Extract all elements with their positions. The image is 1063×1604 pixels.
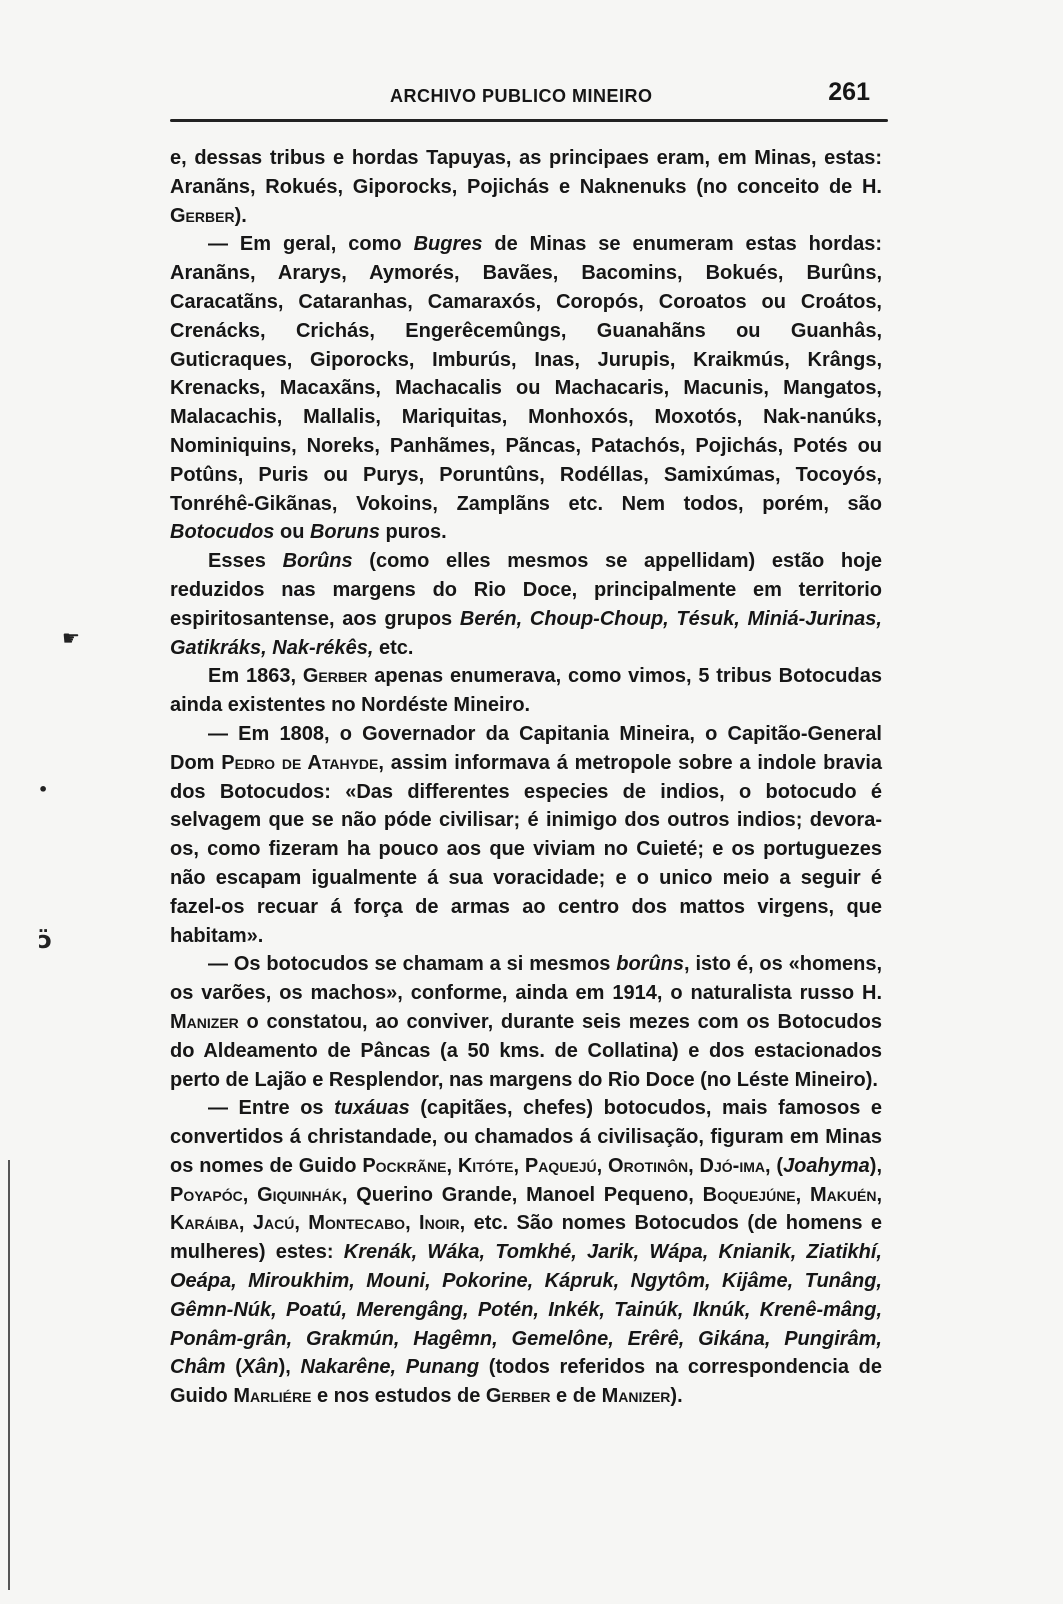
author-name: Manizer (601, 1385, 671, 1408)
person-name: Pedro de Atahyde (221, 751, 379, 774)
page-number: 261 (828, 78, 870, 106)
author-name: Gerber (302, 665, 368, 688)
botocudo-names: Krenák, Wáka, Tomkhé, Jarik, Wápa, Knianik, Ziatikhí, Oeápa, Miroukhim, Mouni, Pokorine, Kápruk, Ngytôm, Kijâme, Tunâng, Gêmn-Núk, Poatú, Merengâng, Potén, Inkék, Tainúk, Iknúk, Krenê-mâng, Ponâm-grân, Grakmún, Hagêmn, Gemelône, Erêrê, Gikána, Pungirâm, Châm (170, 1241, 882, 1379)
paragraph-5: — Em 1808, o Governador da Capitania Mineira, o Capitão-General Dom Pedro de Atahyde, assim informava á metropole sobre a indole bravia dos Botocudos: «Das differentes especies de indios, o botocudo é selvagem que se não póde civilisar; é inimigo dos outros indios; devora-os, como fizeram ha pouco aos que viviam no Cuieté; e os portuguezes não escapam igualmente á sua voracidade; e o unico meio a seguir é fazel-os recuar á força de armas ao centro dos mattos virgens, que habitam». (170, 722, 882, 947)
paragraph-2: — Em geral, como Bugres de Minas se enumeram estas hordas: Aranãns, Ararys, Aymorés, Bavães, Bacomins, Bokués, Burûns, Caracatãns, Cataranhas, Camaraxós, Coropós, Coroatos ou Croátos, Crenácks, Crichás, Engerêcemûngs, Guanahãns ou Guanhâs, Guticraques, Giporocks, Imburús, Inas, Jurupis, Kraikmús, Krângs, Krenacks, Macaxãns, Machacalis ou Machacaris, Macunis, Mangatos, Malacachis, Mallalis, Mariquitas, Monhoxós, Moxotós, Nak-nanúks, Nominiquins, Noreks, Panhãmes, Pãncas, Patachós, Pojichás, Potés ou Potûns, Puris ou Purys, Poruntûns, Rodéllas, Samixúmas, Tocoyós, Tonréhê-Gikãnas, Vokoins, Zamplãns etc. Nem todos, porém, são Botocudos ou Boruns puros. (170, 233, 882, 544)
paragraph-7: — Entre os tuxáuas (capitães, chefes) botocudos, mais famosos e convertidos á christandade, ou chamados á civilisação, figuram em Minas os nomes de Guido Pockrãne, Kitóte, Paquejú, Orotinôn, Djó-ima, (Joahyma), Poyapóc, Giquinhák, Querino Grande, Manoel Pequeno, Boquejúne, Makuén, Karáiba, Jacú, Montecabo, Inoir, etc. São nomes Botocudos (de homens e mulheres) estes: Krenák, Wáka, Tomkhé, Jarik, Wápa, Knianik, Ziatikhí, Oeápa, Miroukhim, Mouni, Pokorine, Kápruk, Ngytôm, Kijâme, Tunâng, Gêmn-Núk, Poatú, Merengâng, Potén, Inkék, Tainúk, Iknúk, Krenê-mâng, Ponâm-grân, Grakmún, Hagêmn, Gemelône, Erêrê, Gikána, Pungirâm, Châm (Xân), Nakarêne, Punang (todos referidos na correspondencia de Guido Marliére e nos estudos de Gerber e de Manizer). (170, 1097, 882, 1408)
running-title: ARCHIVO PUBLICO MINEIRO (390, 86, 653, 106)
margin-scribble: ɔ̈ (38, 926, 53, 954)
scan-edge-line (8, 1160, 10, 1590)
chief-names: Pockrãne, Kitóte, Paquejú, Orotinôn, Djó-ima, (362, 1154, 771, 1177)
paragraph-4: Em 1863, Gerber apenas enumerava, como vimos, 5 tribus Botocudas ainda existentes no Nordéste Mineiro. (170, 665, 882, 717)
page-header (172, 78, 882, 114)
paragraph-3: Esses Borûns (como elles mesmos se appellidam) estão hoje reduzidos nas margens do Rio Doce, principalmente em territorio espiritosantense, aos grupos Berén, Choup-Choup, Tésuk, Miniá-Jurinas, Gatikráks, Nak-rékês, etc. (170, 550, 882, 659)
paragraph-6: — Os botocudos se chamam a si mesmos borûns, isto é, os «homens, os varões, os machos», conforme, ainda em 1914, o naturalista russo H. Manizer o constatou, ao conviver, durante seis mezes com os Botocudos do Aldeamento de Pâncas (a 50 kms. de Collatina) e dos estacionados perto de Lajão e Resplendor, nas margens do Rio Doce (no Léste Mineiro). (170, 953, 882, 1091)
author-name: Gerber (485, 1385, 551, 1408)
author-name: Gerber (170, 204, 235, 227)
author-name: Manizer (170, 1010, 239, 1033)
paragraph-1: e, dessas tribus e hordas Tapuyas, as principaes eram, em Minas, estas: Aranãns, Rokués, Giporocks, Pojichás e Naknenuks (no conceito de H. Gerber). (170, 147, 882, 227)
pointing-hand-mark: ☛ (62, 626, 80, 650)
margin-dot: • (38, 780, 49, 799)
chief-names: Boquejúne, Makuén, Karáiba, Jacú, Montecabo, Inoir, (170, 1183, 882, 1235)
chief-names: Poyapóc, Giquinhák, (170, 1183, 348, 1206)
header-rule (170, 119, 888, 122)
author-name: Marliére (233, 1385, 312, 1408)
body-text (170, 144, 882, 1411)
